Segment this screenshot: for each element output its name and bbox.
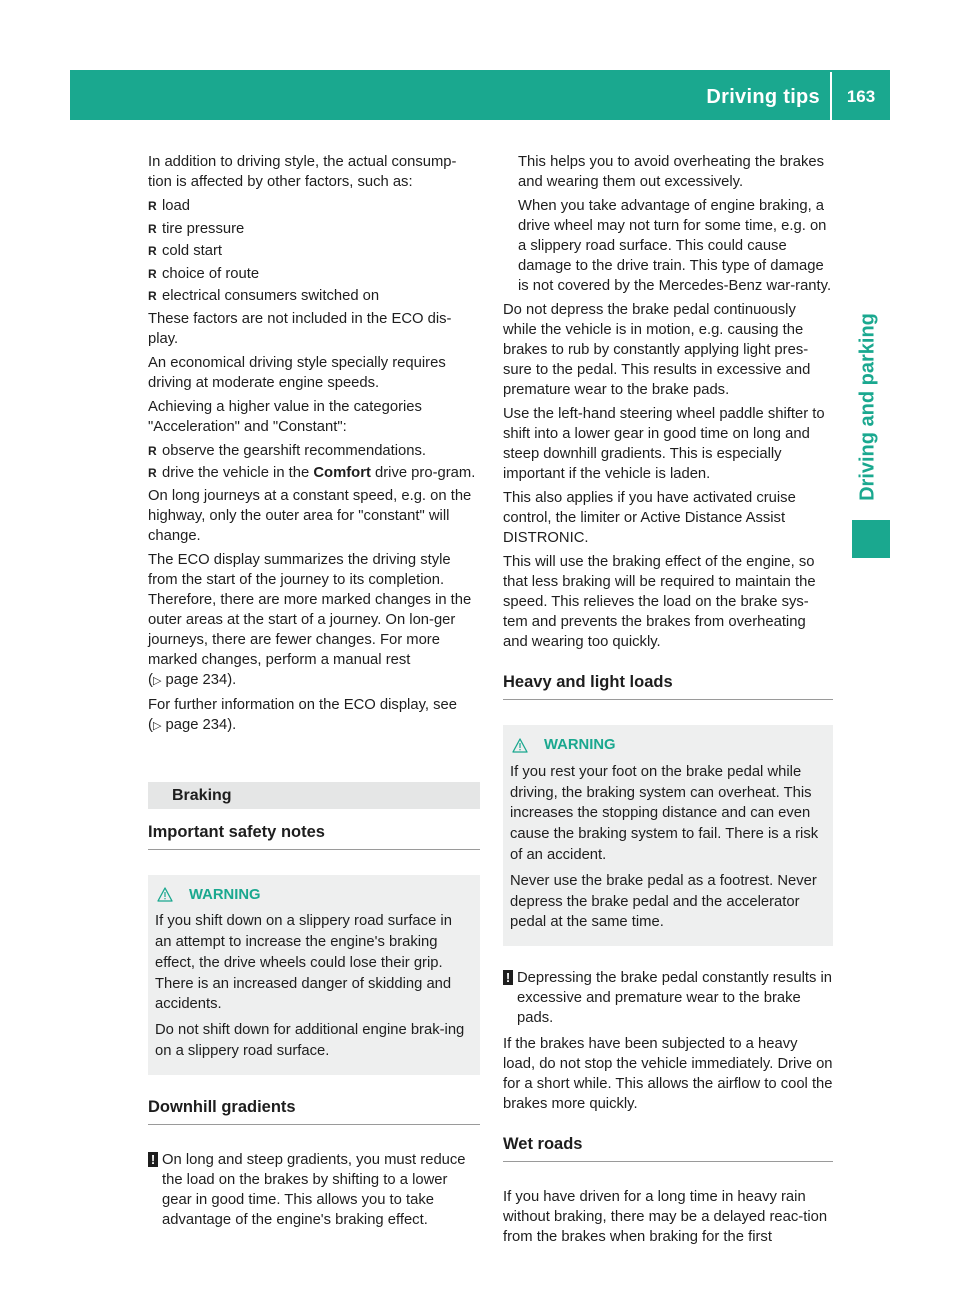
list-item: R choice of route xyxy=(148,264,480,284)
warning-box xyxy=(148,875,480,1075)
paragraph-text: For further information on the ECO display, see xyxy=(148,696,457,713)
paragraph: An economical driving style specially requires driving at moderate engine speeds. xyxy=(148,354,446,391)
paragraph: Do not shift down for additional engine brak-ing on a slippery road surface. xyxy=(155,1022,465,1060)
paragraph: This will use the braking effect of the engine, so that less braking will be required to maintain the speed. This relieves the load on the brake sys-tem and prevents the brakes from overheating and wearing too quickly. xyxy=(503,554,816,650)
ref-open: ( xyxy=(148,716,153,733)
paragraph: When you take advantage of engine braking, a drive wheel may not turn for some time, e.g. on a slippery road surface. This could cause damage to the drive train. This type of damage is not covered by the Mercedes-Benz war-ranty. xyxy=(518,198,832,294)
ref-open: ( xyxy=(148,671,153,688)
page-reference-icon: ▷ xyxy=(152,719,162,732)
warning-header xyxy=(155,885,472,906)
header-bar xyxy=(70,70,890,120)
warning-icon xyxy=(512,738,528,753)
paragraph: Use the left-hand steering wheel paddle shifter to shift into a lower gear in good time on long and steep downhill gradients. This is especially important if the vehicle is laden. xyxy=(503,406,825,482)
note xyxy=(148,1150,480,1230)
paragraph: Never use the brake pedal as a footrest. Never depress the brake pedal and the accelerator pedal at the same time. xyxy=(510,872,817,931)
comfort-mode-label: Comfort xyxy=(313,465,371,481)
warning-header xyxy=(510,735,825,756)
exclamation-icon: ! xyxy=(503,970,513,985)
warning-label: WARNING xyxy=(189,886,261,903)
list-item: R load xyxy=(148,196,480,216)
paragraph: If the brakes have been subjected to a heavy load, do not stop the vehicle immediately. Drive on for a short while. This allows the airflow to cool the brakes more quickly. xyxy=(503,1036,833,1113)
list-item: R electrical consumers switched on xyxy=(148,286,480,306)
paragraph: Do not depress the brake pedal continuously while the vehicle is in motion, e.g. causing the brakes to rub by constantly applying light pres-sure to the pedal. This results in excessive and premature wear to the brake pads. xyxy=(503,302,811,398)
paragraph: These factors are not included in the ECO dis-play. xyxy=(148,310,452,347)
paragraph: If you shift down on a slippery road surface in an attempt to increase the engine's braking effect, the drive wheels could lose their grip. There is an increased danger of skidding and accidents. xyxy=(155,913,452,1013)
note-text: Depressing the brake pedal constantly results in excessive and premature wear to the brake pads. xyxy=(517,970,833,1027)
subsection-heading: Important safety notes xyxy=(148,822,480,850)
list-item-text: drive the vehicle in the xyxy=(162,465,314,481)
paragraph: On long journeys at a constant speed, e.g. on the highway, only the outer area for "constant" will change. xyxy=(148,487,472,544)
side-tab xyxy=(853,312,883,502)
paragraph: If you rest your foot on the brake pedal while driving, the braking system can overheat. This increases the stopping distance and can even cause the braking system to fail. There is a risk of an accident. xyxy=(510,763,819,863)
paragraph: This helps you to avoid overheating the brakes and wearing them out excessively. xyxy=(518,154,824,190)
paragraph: If you have driven for a long time in heavy rain without braking, there may be a delayed reac-tion from the brakes when braking for the first xyxy=(503,1189,828,1246)
page-reference-icon: ▷ xyxy=(152,674,162,687)
paragraph xyxy=(148,550,480,691)
list-item-text: drive pro-gram. xyxy=(370,465,476,481)
side-tab-marker xyxy=(852,520,890,558)
list-item: R tire pressure xyxy=(148,219,480,239)
page-number: 163 xyxy=(846,87,876,106)
paragraph: Achieving a higher value in the categories "Acceleration" and "Constant": xyxy=(148,398,422,435)
left-column xyxy=(148,152,480,1236)
subsection-heading: Heavy and light loads xyxy=(503,672,833,700)
subsection-heading: Downhill gradients xyxy=(148,1097,480,1125)
side-tab-label: Driving and parking xyxy=(856,313,879,501)
page-reference[interactable]: page 234). xyxy=(165,671,237,688)
warning-label: WARNING xyxy=(544,737,616,753)
chapter-title: Driving tips xyxy=(706,86,820,108)
exclamation-icon: ! xyxy=(148,1152,158,1167)
warning-icon xyxy=(157,887,173,902)
paragraph: In addition to driving style, the actual consump-tion is affected by other factors, such as: xyxy=(148,154,457,190)
page-reference[interactable]: page 234). xyxy=(165,716,237,733)
list-item: R cold start xyxy=(148,241,480,261)
subsection-heading: Wet roads xyxy=(503,1134,833,1162)
paragraph-text: The ECO display summarizes the driving style from the start of the journey to its completion. Therefore, there are more marked changes in the outer areas at the start of a journey. On lon-ger journeys, there are fewer changes. For more marked changes, perform a manual rest xyxy=(148,551,472,668)
warning-box xyxy=(503,725,833,946)
list-item xyxy=(148,463,480,483)
list-item: R observe the gearshift recommendations. xyxy=(148,441,480,461)
paragraph: This also applies if you have activated cruise control, the limiter or Active Distance Assist DISTRONIC. xyxy=(503,490,796,546)
section-heading: Braking xyxy=(148,782,480,809)
note-text: On long and steep gradients, you must reduce the load on the brakes by shifting to a lower gear in good time. This allows you to take advantage of the engine's braking effect. xyxy=(162,1151,466,1228)
paragraph xyxy=(148,695,480,736)
note xyxy=(503,968,833,1028)
right-column xyxy=(503,152,833,1251)
